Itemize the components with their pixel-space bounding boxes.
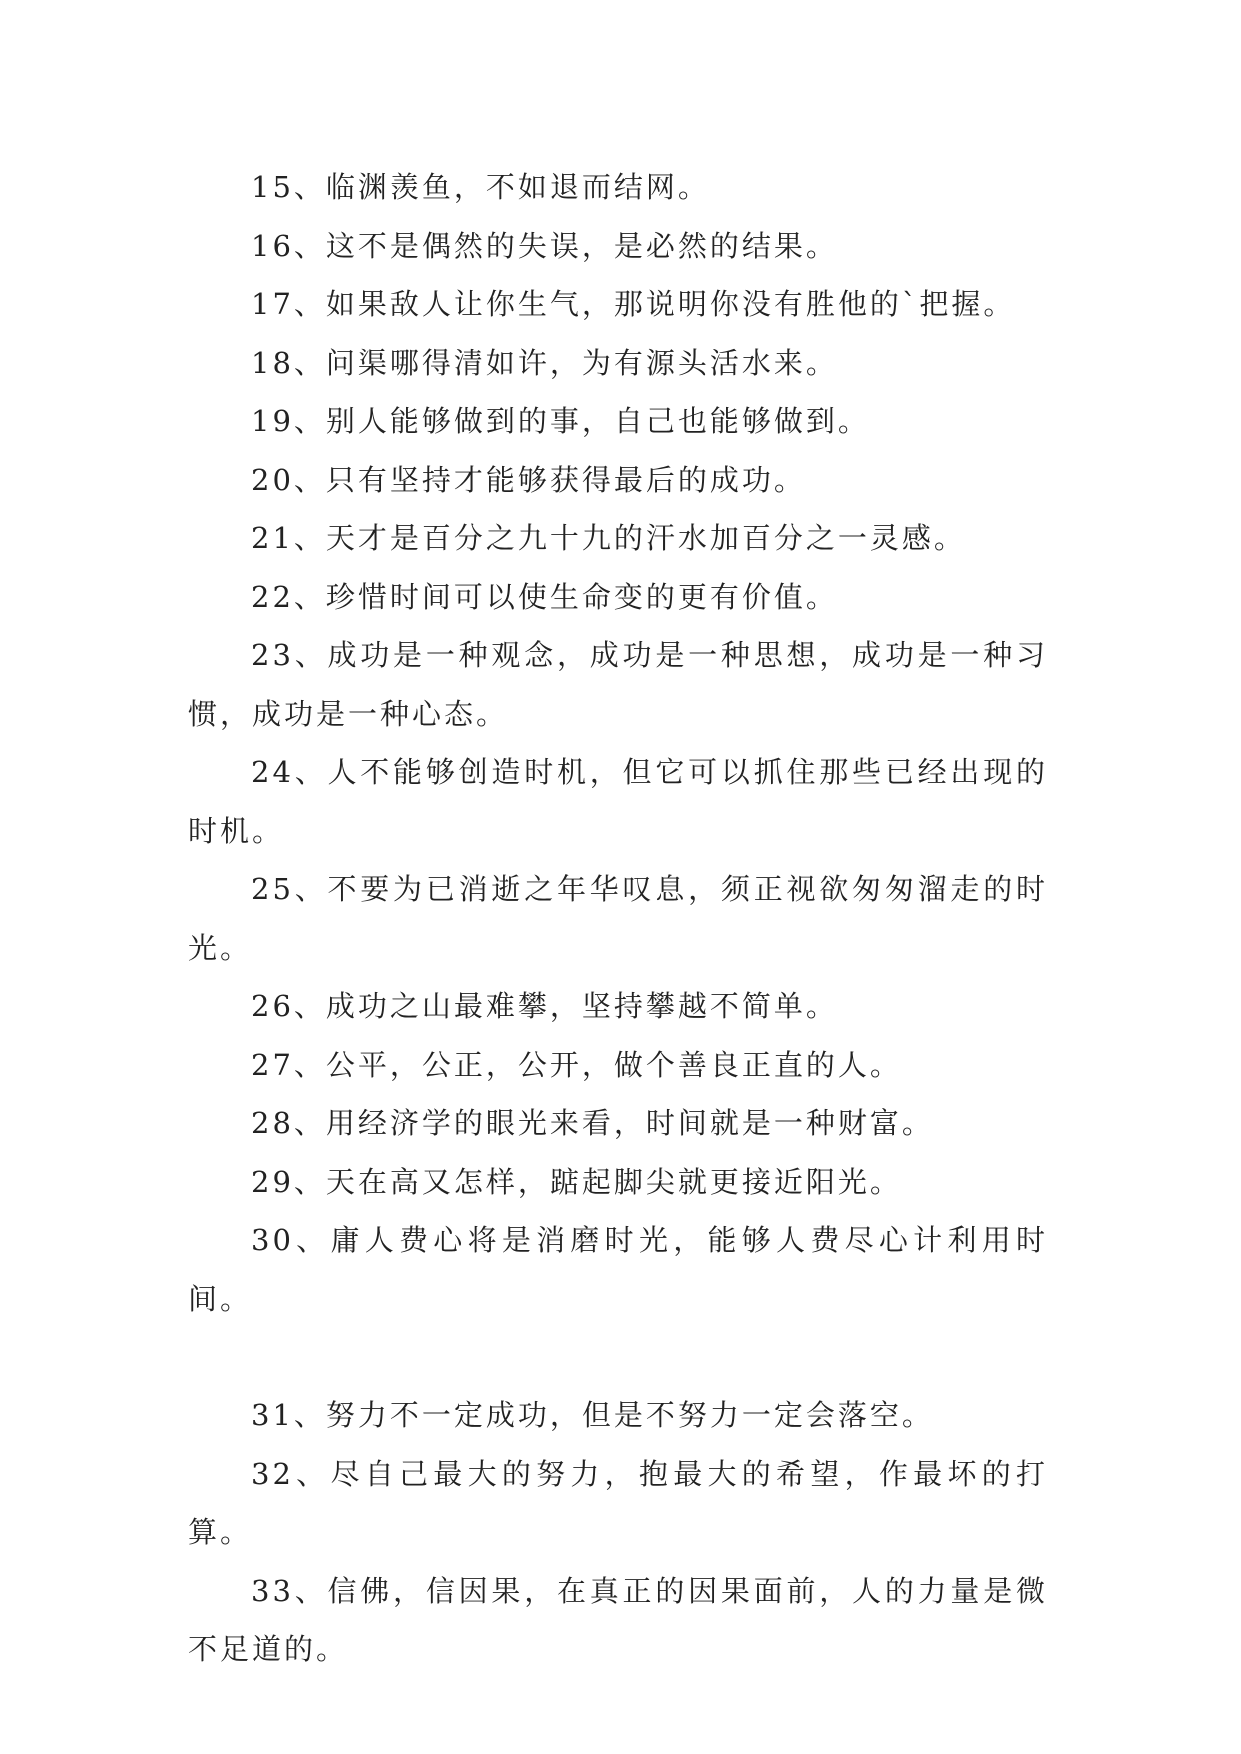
paragraph-18: 18、问渠哪得清如许，为有源头活水来。 <box>251 345 838 380</box>
paragraph-19: 19、别人能够做到的事，自己也能够做到。 <box>251 404 870 438</box>
document-body <box>188 158 1048 1679</box>
paragraph-24: 24、人不能够创造时机，但它可以抓住那些已经出现的时机。 <box>188 755 1048 848</box>
paragraph-29: 29、天在高又怎样，踮起脚尖就更接近阳光。 <box>251 1164 902 1199</box>
paragraph-27: 27、公平，公正，公开，做个善良正直的人。 <box>251 1047 902 1082</box>
paragraph-33: 33、信佛，信因果，在真正的因果面前，人的力量是微不足道的。 <box>188 1573 1048 1666</box>
paragraph-30: 30、庸人费心将是消磨时光，能够人费尽心计利用时间。 <box>188 1223 1048 1316</box>
section-gap <box>188 1328 1048 1386</box>
paragraph-32: 32、尽自己最大的努力，抱最大的希望，作最坏的打算。 <box>188 1456 1048 1549</box>
paragraph-15: 15、临渊羡鱼，不如退而结网。 <box>251 170 710 204</box>
paragraph-31: 31、努力不一定成功，但是不努力一定会落空。 <box>251 1398 934 1432</box>
paragraph-28: 28、用经济学的眼光来看，时间就是一种财富。 <box>251 1106 934 1140</box>
paragraph-17: 17、如果敌人让你生气，那说明你没有胜他的`把握。 <box>251 287 1016 321</box>
paragraph-16: 16、这不是偶然的失误，是必然的结果。 <box>251 228 838 263</box>
paragraph-23: 23、成功是一种观念，成功是一种思想，成功是一种习惯，成功是一种心态。 <box>188 638 1048 731</box>
paragraph-25: 25、不要为已消逝之年华叹息，须正视欲匆匆溜走的时光。 <box>188 872 1048 965</box>
paragraph-21: 21、天才是百分之九十九的汗水加百分之一灵感。 <box>251 521 966 555</box>
paragraph-26: 26、成功之山最难攀，坚持攀越不简单。 <box>251 989 838 1023</box>
paragraph-20: 20、只有坚持才能够获得最后的成功。 <box>251 462 806 497</box>
paragraph-22: 22、珍惜时间可以使生命变的更有价值。 <box>251 579 838 614</box>
